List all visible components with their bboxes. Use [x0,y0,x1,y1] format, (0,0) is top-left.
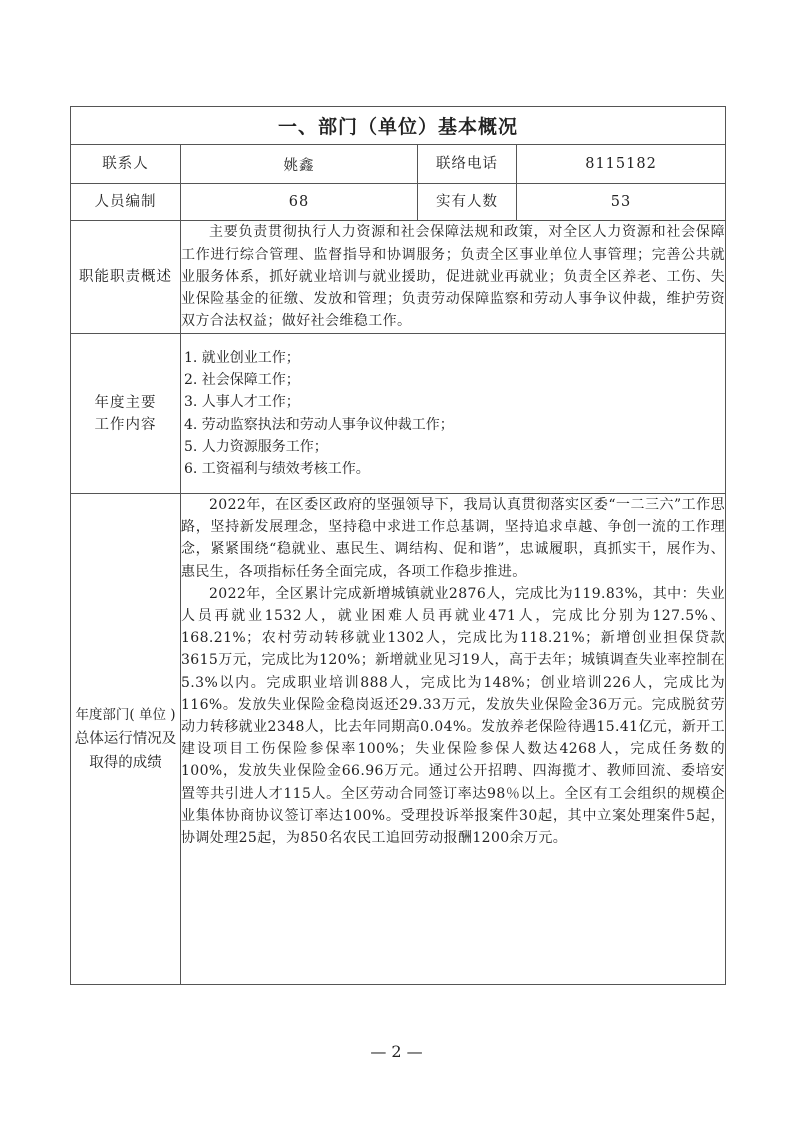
staff-actual-label: 实有人数 [418,184,517,221]
table-title: 一、部门（单位）基本概况 [71,107,726,145]
duties-row [71,221,726,334]
performance-label-line1: 年度部门( 单位 ) [75,707,176,723]
list-item: 5. 人力资源服务工作； [184,438,328,455]
contact-row [71,145,726,184]
performance-label-line2: 总体运行情况及 [74,731,177,747]
staff-actual-value: 53 [517,184,726,221]
contact-value: 姚鑫 [181,145,418,184]
staff-quota-value: 68 [181,184,418,221]
list-item: 1. 就业创业工作； [184,349,300,366]
list-item: 4. 劳动监察执法和劳动人事争议仲裁工作； [184,416,454,433]
list-item: 2. 社会保障工作； [184,372,300,389]
annual-work-label-line2: 工作内容 [94,416,157,433]
phone-label: 联络电话 [418,145,517,184]
performance-paragraph: 2022年，全区累计完成新增城镇就业2876人，完成比为119.83%，其中：失业人员再就业1532人，就业困难人员再就业471人，完成比分别为127.5%、168.21%；农村劳动转移就业1302人，完成比为118.21%；新增创业担保贷款3615万元，完成比为120%；新增就业见习19人，高于去年；城镇调查失业率控制在5.3%以内。完成职业培训888人，完成比为148%；创业培训226人，完成比为116%。发放失业保险金稳岗返还29.33万元，发放失业保险金36万元。完成脱贫劳动力转移就业2348人，比去年同期高0.04%。发放养老保险待遇15.41亿元，新开工建设项目工伤保险参保率100%；失业保险参保人数达4268人，完成任务数的100%，发放失业保险金66.96万元。通过公开招聘、四海揽才、教师回流、委培安置等共引进人才115人。全区劳动合同签订率达98％以上。全区有工会组织的规模企业集体协商协议签订率达100%。受理投诉举报案件30起，其中立案处理案件5起，协调处理25起，为850名农民工追回劳动报酬1200余万元。 [181,585,726,847]
annual-work-label-line1: 年度主要 [94,394,157,411]
annual-work-label [71,334,181,494]
performance-content [181,494,726,985]
phone-value: 8115182 [517,145,726,184]
staff-quota-label: 人员编制 [71,184,181,221]
performance-paragraph: 2022年，在区委区政府的坚强领导下，我局认真贯彻落实区委“一二三六”工作思路，坚持新发展理念，坚持稳中求进工作总基调，坚持追求卓越、争创一流的工作理念，紧紧围绕“稳就业、惠民生、调结构、促和谐”，忠诚履职，真抓实干，展作为、惠民生，各项指标任务全面完成，各项工作稳步推进。 [181,497,726,580]
annual-work-row [71,334,726,494]
annual-work-list [181,347,725,480]
performance-row [71,494,726,985]
duties-label: 职能职责概述 [71,221,181,334]
list-item: 3. 人事人才工作； [184,394,300,411]
annual-work-content [181,334,726,494]
contact-label: 联系人 [71,145,181,184]
staff-row [71,184,726,221]
dept-overview-table [70,106,726,985]
duties-text: 主要负责贯彻执行人力资源和社会保障法规和政策，对全区人力资源和社会保障工作进行综合管理、监督指导和协调服务；负责全区事业单位人事管理；完善公共就业服务体系，抓好就业培训与就业援助，促进就业再就业；负责全区养老、工伤、失业保险基金的征缴、发放和管理；负责劳动保障监察和劳动人事争议仲裁，维护劳资双方合法权益；做好社会维稳工作。 [181,224,726,330]
performance-label-line3: 取得的成绩 [89,755,162,771]
title-row [71,107,726,145]
list-item: 6. 工资福利与绩效考核工作。 [184,460,370,477]
page-number: — 2 — [370,1042,423,1061]
performance-label [71,494,181,985]
duties-content [181,221,726,334]
